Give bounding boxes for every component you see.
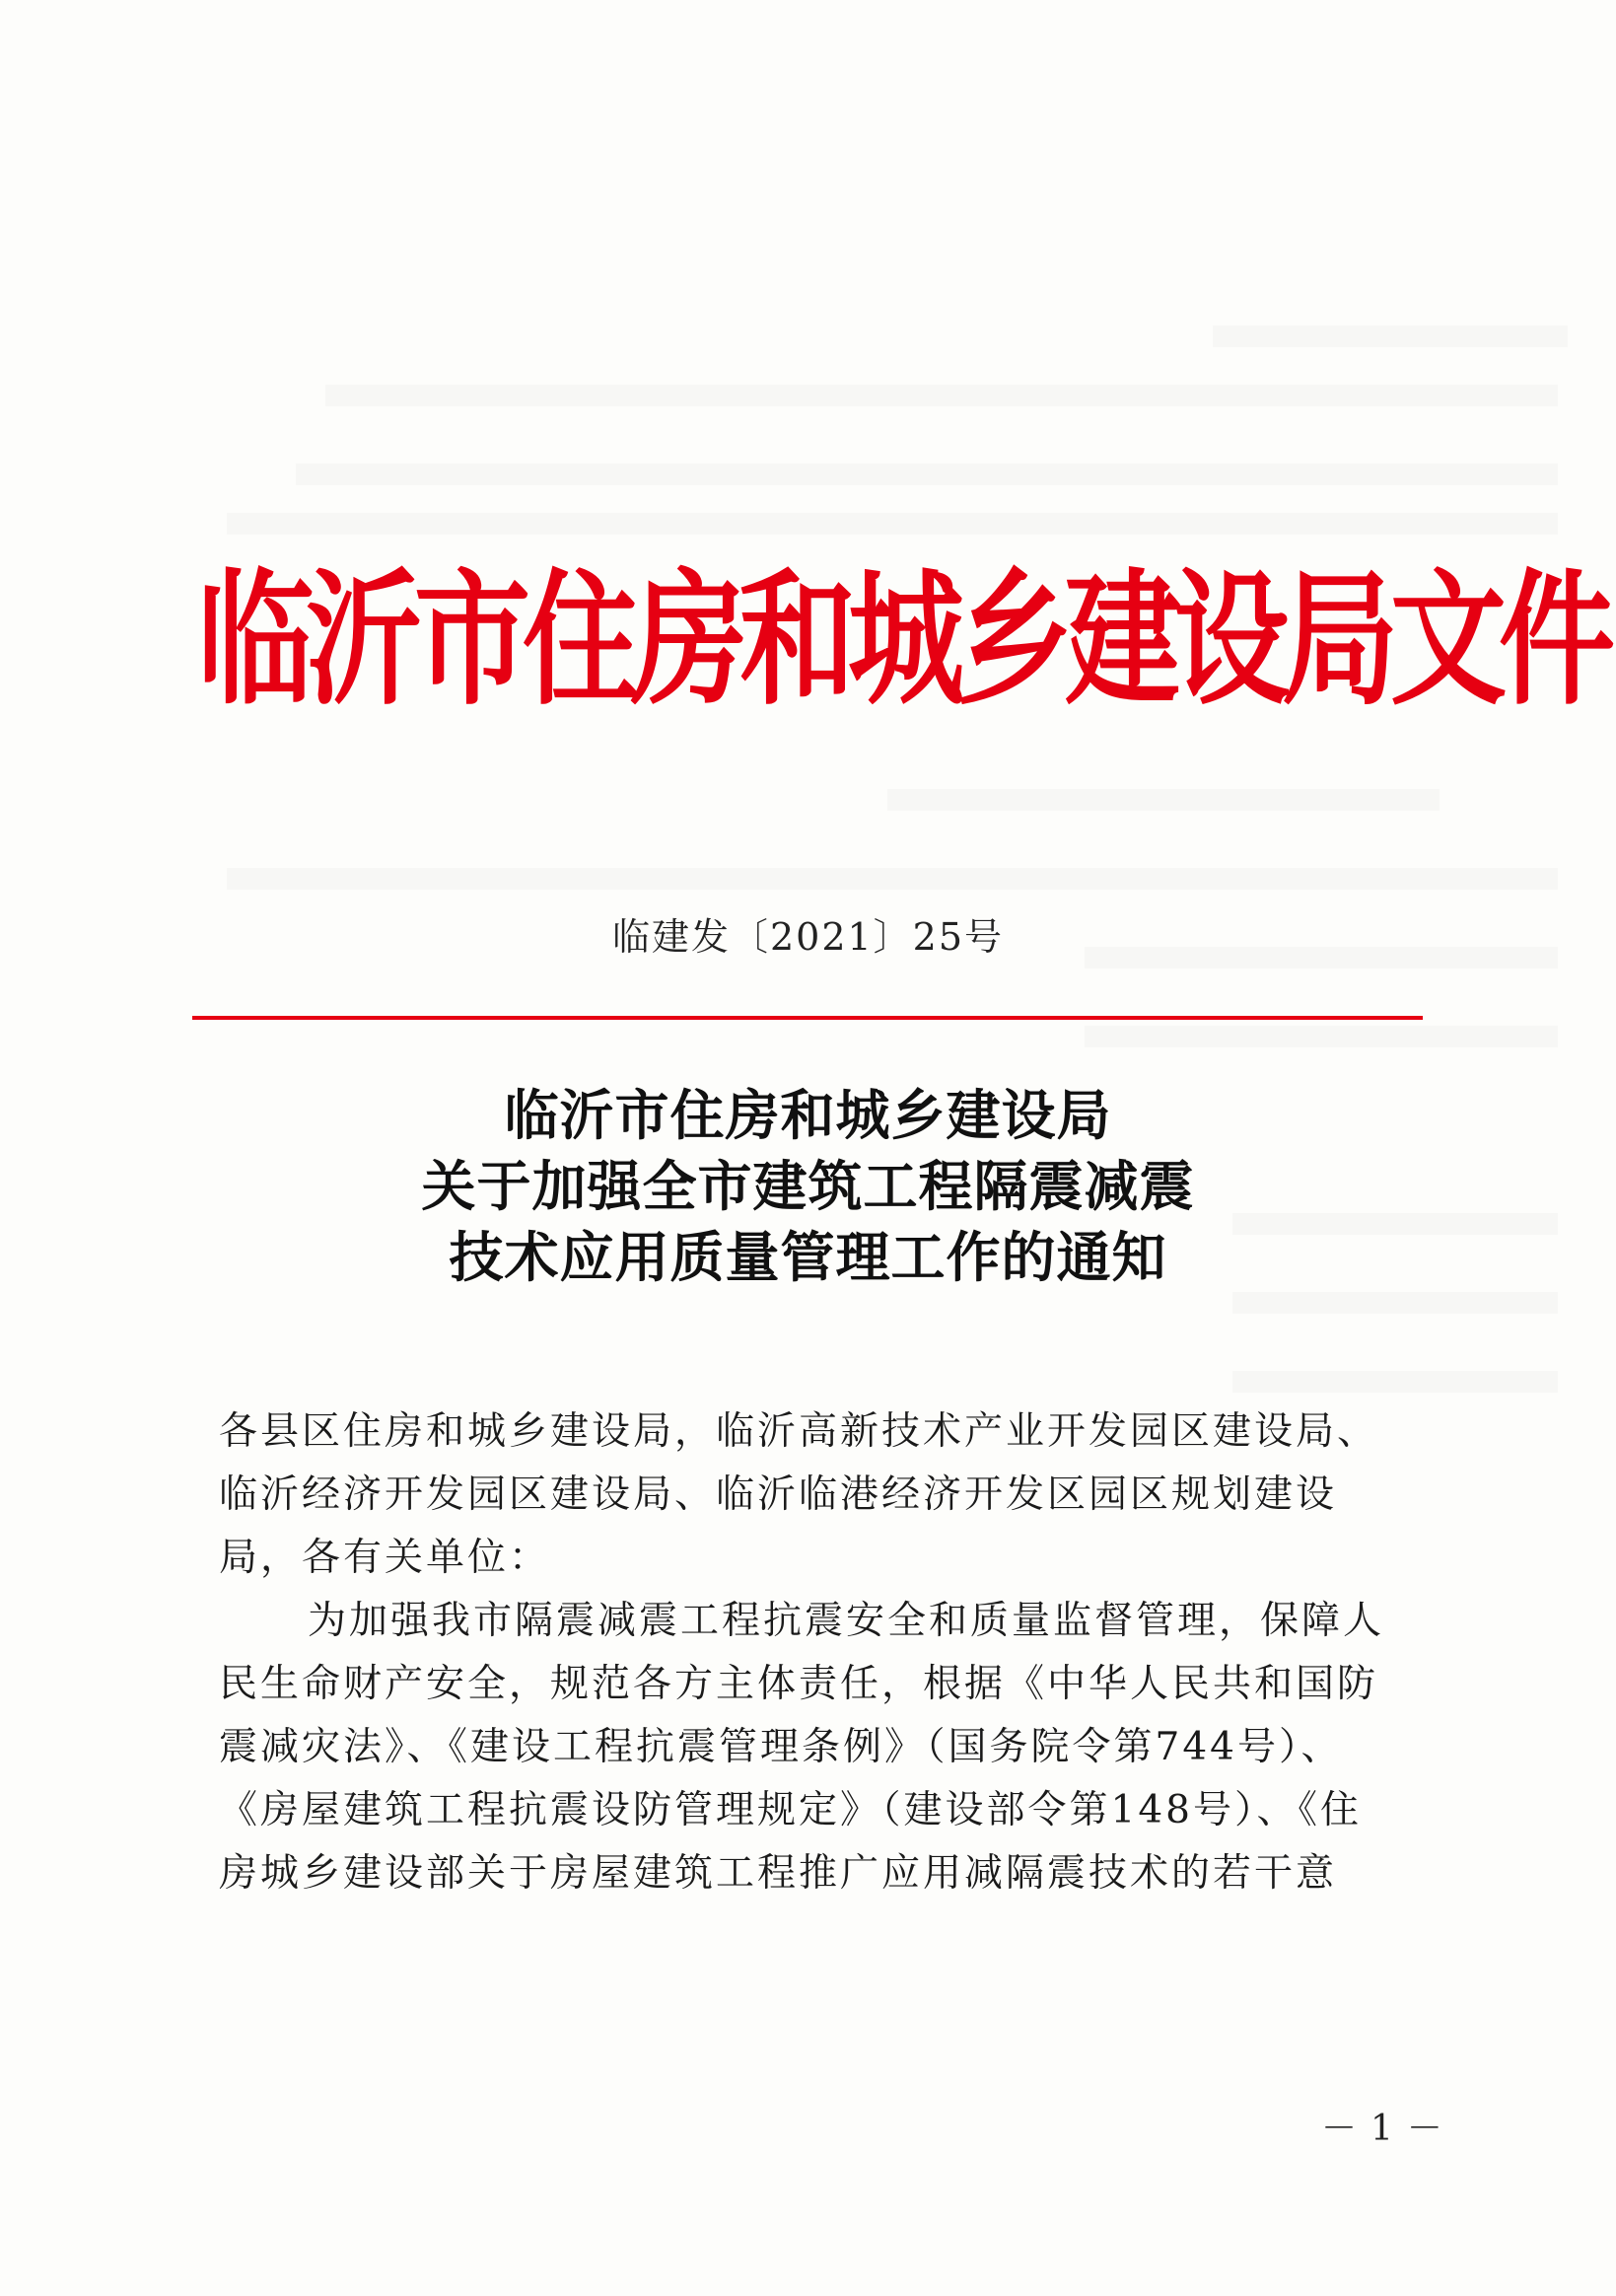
addressee-line: 各县区住房和城乡建设局，临沂高新技术产业开发园区建设局、 [219, 1409, 1379, 1454]
paragraph-line: 《房屋建筑工程抗震设防管理规定》（建设部令第148号）、《住 [219, 1788, 1362, 1832]
paragraph-line: 震减灾法》、《建设工程抗震管理条例》（国务院令第744号）、 [219, 1725, 1343, 1769]
notice-title [0, 1080, 1616, 1293]
notice-title-line: 临沂市住房和城乡建设局 [504, 1083, 1112, 1147]
document-number: 临建发〔2021〕25号 [611, 915, 1005, 959]
paragraph-line: 房城乡建设部关于房屋建筑工程推广应用减隔震技术的若干意 [219, 1851, 1338, 1896]
issuer-header-title: 临沂市住房和城乡建设局文件 [197, 554, 1608, 725]
page-number: －1－ [1321, 2109, 1456, 2149]
red-divider-line [192, 1016, 1423, 1020]
paragraph-line: 民生命财产安全，规范各方主体责任，根据《中华人民共和国防 [219, 1662, 1379, 1706]
addressee-line: 临沂经济开发园区建设局、临沂临港经济开发区园区规划建设 [219, 1472, 1338, 1517]
notice-body [219, 1400, 1441, 1905]
paragraph-line: 为加强我市隔震减震工程抗震安全和质量监督管理，保障人 [308, 1599, 1385, 1643]
notice-title-line: 关于加强全市建筑工程隔震减震 [421, 1154, 1195, 1218]
notice-title-line: 技术应用质量管理工作的通知 [449, 1225, 1167, 1289]
addressee-line: 局，各有关单位： [219, 1536, 551, 1580]
